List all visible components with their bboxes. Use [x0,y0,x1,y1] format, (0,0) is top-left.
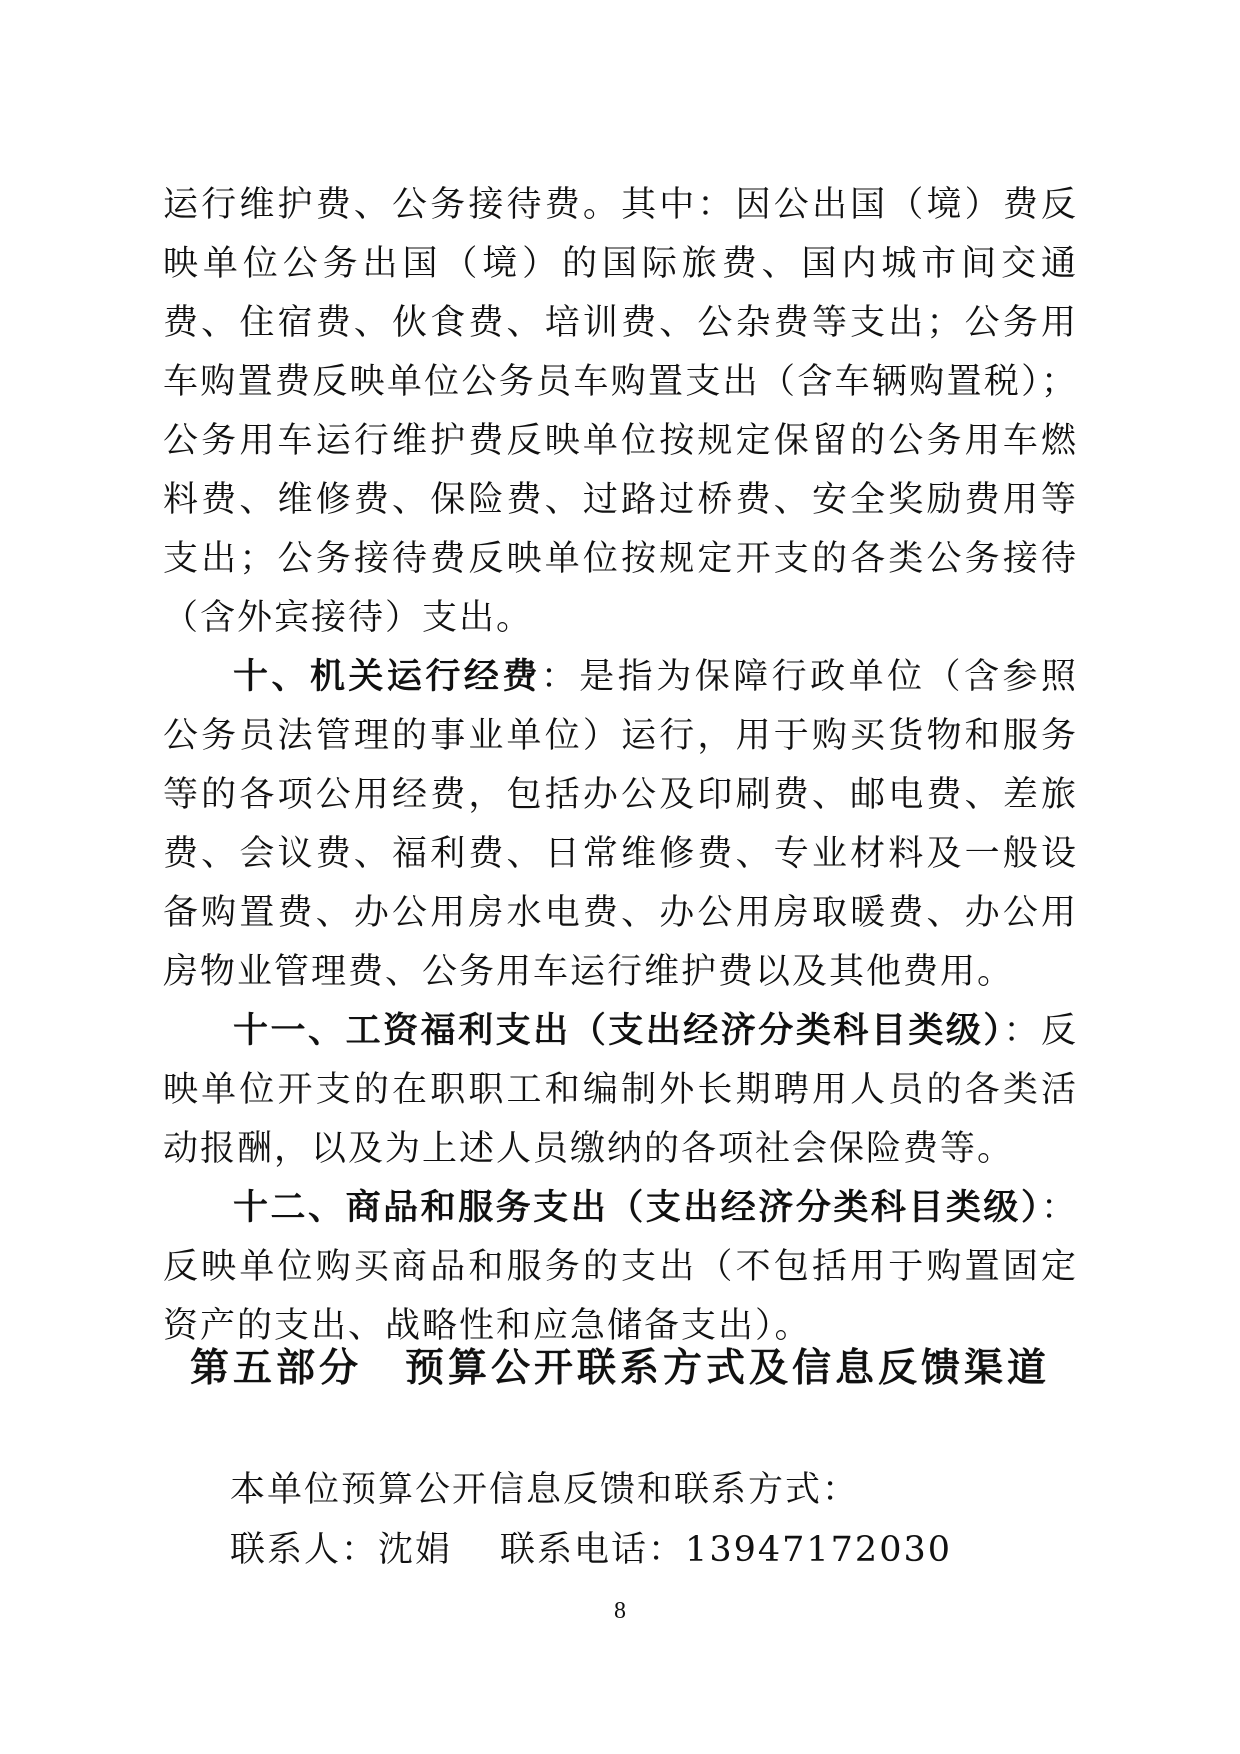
paragraph-agency-operating-funds [163,648,1078,1002]
definition-goods-services: ：反映单位购买商品和服务的支出（不包括用于购置固定资产的支出、战略性和应急储备支出）。 [163,1188,1078,1346]
contact-phone-label: 联系电话： [500,1530,686,1570]
definition-wage-welfare: ：反映单位开支的在职职工和编制外长期聘用人员的各类活动报酬，以及为上述人员缴纳的各项社会保险费等。 [163,1011,1078,1169]
contact-intro: 本单位预算公开信息反馈和联系方式： [230,1470,860,1510]
contact-person-label: 联系人： [230,1530,379,1570]
term-agency-operating-funds: 十、机关运行经费 [233,657,541,697]
contact-block [230,1460,952,1580]
paragraph-official-expenses: 运行维护费、公务接待费。其中：因公出国（境）费反映单位公务出国（境）的国际旅费、国内城市间交通费、住宿费、伙食费、培训费、公杂费等支出；公务用车购置费反映单位公务员车购置支出（含车辆购置税）；公务用车运行维护费反映单位按规定保留的公务用车燃料费、维修费、保险费、过路过桥费、安全奖励费用等支出；公务接待费反映单位按规定开支的各类公务接待（含外宾接待）支出。 [163,185,1078,638]
paragraph-goods-services [163,1179,1078,1356]
term-wage-welfare: 十一、工资福利支出（支出经济分类科目类级） [233,1011,1004,1051]
body-text [163,176,1078,1356]
definition-agency-operating-funds: ：是指为保障行政单位（含参照公务员法管理的事业单位）运行，用于购买货物和服务等的各项公用经费，包括办公及印刷费、邮电费、差旅费、会议费、福利费、日常维修费、专业材料及一般设备购置费、办公用房水电费、办公用房取暖费、办公用房物业管理费、公务用车运行维护费以及其他费用。 [163,657,1078,992]
term-goods-services: 十二、商品和服务支出（支出经济分类科目类级） [233,1188,1041,1228]
page-number: 8 [614,1598,626,1624]
section-heading: 第五部分 预算公开联系方式及信息反馈渠道 [189,1346,1050,1391]
contact-line [230,1520,952,1580]
contact-person-name: 沈娟 [378,1530,453,1570]
contact-phone-number: 13947172030 [685,1530,952,1570]
paragraph-wage-welfare [163,1002,1078,1179]
